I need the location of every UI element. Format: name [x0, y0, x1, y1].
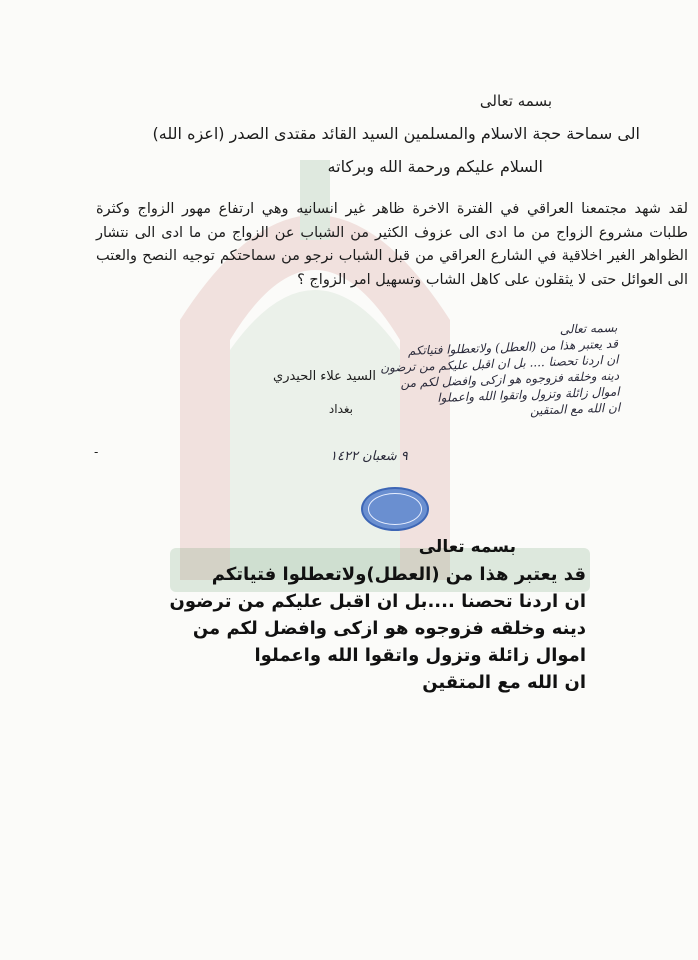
typed-reply	[150, 534, 586, 696]
official-seal-stamp	[361, 487, 429, 531]
letter-heading: بسمه تعالى	[479, 92, 552, 110]
handwritten-line: ان الله مع المتقين	[529, 400, 621, 418]
typed-reply-line: ان اردنا تحصنا ....بل ان اقبل عليكم من ترضون	[169, 591, 586, 612]
letter-body: لقد شهد مجتمعنا العراقي في الفترة الاخرة ظاهر غير انسانيه وهي ارتفاع مهور الزواج وكثرة طلبات مشروع الزواج من ما ادى الى عزوف الكثير من الشباب عن الزواج من ما ادى الى نتشار الظواهر الغير اخلاقية في الشارع العراقي من قبل الشباب نرجو من سماحتكم توجيه النصح والعتب الى العوائل حتى لا يثقلون على كاهل الشاب وتسهيل امر الزواج ؟	[96, 201, 688, 288]
letter-signer: السيد علاء الحيدري	[273, 369, 376, 384]
handwritten-line: بسمه تعالى	[559, 320, 618, 337]
handwritten-line: قد يعتبر هذا من (العطل) ولاتعطلوا فتياتكم	[407, 336, 619, 358]
letter-dash: -	[94, 445, 99, 459]
typed-reply-heading: بسمه تعالى	[418, 537, 516, 557]
handwritten-reply	[247, 320, 622, 493]
letter-city: بغداد	[328, 402, 353, 416]
letter-address: الى سماحة حجة الاسلام والمسلمين السيد القائد مقتدى الصدر (اعزه الله)	[152, 124, 640, 143]
handwritten-line: اموال زائلة وتزول واتقوا الله واعملوا	[437, 384, 620, 405]
typed-reply-line: اموال زائلة وتزول واتقوا الله واعملوا	[254, 645, 586, 666]
seal-inner-ring	[368, 493, 422, 525]
handwritten-line: دينه وخلقه فزوجوه هو ازكى وافضل لكم من	[400, 368, 620, 391]
handwritten-line: ان اردنا تحصنا .... بل ان اقبل عليكم من ترضون	[379, 352, 619, 375]
handwritten-date: ٩ شعبان ١٤٢٢	[330, 449, 408, 464]
typed-reply-line: دينه وخلقه فزوجوه هو ازكى وافضل لكم من	[192, 618, 586, 639]
typed-reply-line: ان الله مع المتقين	[422, 672, 586, 693]
typed-reply-line: قد يعتبر هذا من (العطل)ولاتعطلوا فتياتكم	[211, 564, 586, 585]
letter-greeting: السلام عليكم ورحمة الله وبركاته	[327, 157, 543, 176]
